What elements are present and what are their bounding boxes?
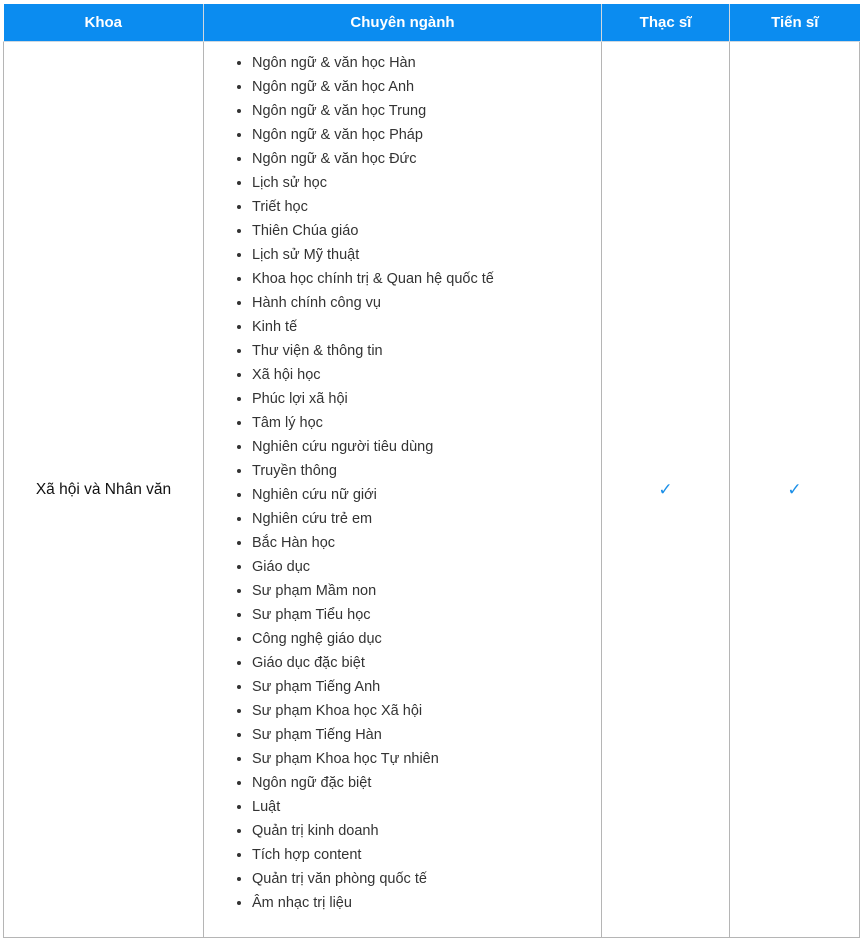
phd-check-icon: ✓ [730,42,860,938]
list-item: • Thiên Chúa giáo [252,219,601,243]
list-item: • Âm nhạc trị liệu [252,891,601,915]
list-item: • Triết học [252,195,601,219]
list-item: • Sư phạm Khoa học Xã hội [252,699,601,723]
list-item: • Nghiên cứu trẻ em [252,507,601,531]
masters-check-icon: ✓ [602,42,730,938]
list-item: • Khoa học chính trị & Quan hệ quốc tế [252,267,601,291]
list-item: • Ngôn ngữ & văn học Hàn [252,51,601,75]
program-table-container [3,4,859,938]
list-item: • Giáo dục [252,555,601,579]
list-item: • Quản trị văn phòng quốc tế [252,867,601,891]
list-item: • Bắc Hàn học [252,531,601,555]
list-item: • Phúc lợi xã hội [252,387,601,411]
list-item: • Ngôn ngữ & văn học Anh [252,75,601,99]
list-item: • Ngôn ngữ đặc biệt [252,771,601,795]
header-chuyen-nganh: Chuyên ngành [204,4,602,42]
majors-cell [204,42,602,938]
list-item: • Nghiên cứu người tiêu dùng [252,435,601,459]
list-item: • Kinh tế [252,315,601,339]
list-item: • Luật [252,795,601,819]
list-item: • Lịch sử học [252,171,601,195]
list-item: • Ngôn ngữ & văn học Trung [252,99,601,123]
list-item: • Thư viện & thông tin [252,339,601,363]
list-item: • Lịch sử Mỹ thuật [252,243,601,267]
list-item: • Tâm lý học [252,411,601,435]
list-item: • Sư phạm Khoa học Tự nhiên [252,747,601,771]
list-item: • Sư phạm Tiếng Hàn [252,723,601,747]
list-item: • Ngôn ngữ & văn học Pháp [252,123,601,147]
list-item: • Sư phạm Tiểu học [252,603,601,627]
header-khoa: Khoa [4,4,204,42]
header-tien-si: Tiến sĩ [730,4,860,42]
list-item: • Quản trị kinh doanh [252,819,601,843]
list-item: • Ngôn ngữ & văn học Đức [252,147,601,171]
list-item: • Sư phạm Tiếng Anh [252,675,601,699]
list-item: • Truyền thông [252,459,601,483]
list-item: • Nghiên cứu nữ giới [252,483,601,507]
list-item: • Tích hợp content [252,843,601,867]
list-item: • Công nghệ giáo dục [252,627,601,651]
list-item: • Giáo dục đặc biệt [252,651,601,675]
majors-list [236,51,601,915]
table-header-row [4,4,860,42]
program-table [3,4,860,938]
table-row [4,42,860,938]
list-item: • Hành chính công vụ [252,291,601,315]
faculty-name: Xã hội và Nhân văn [4,42,204,938]
list-item: • Xã hội học [252,363,601,387]
header-thac-si: Thạc sĩ [602,4,730,42]
list-item: • Sư phạm Mầm non [252,579,601,603]
